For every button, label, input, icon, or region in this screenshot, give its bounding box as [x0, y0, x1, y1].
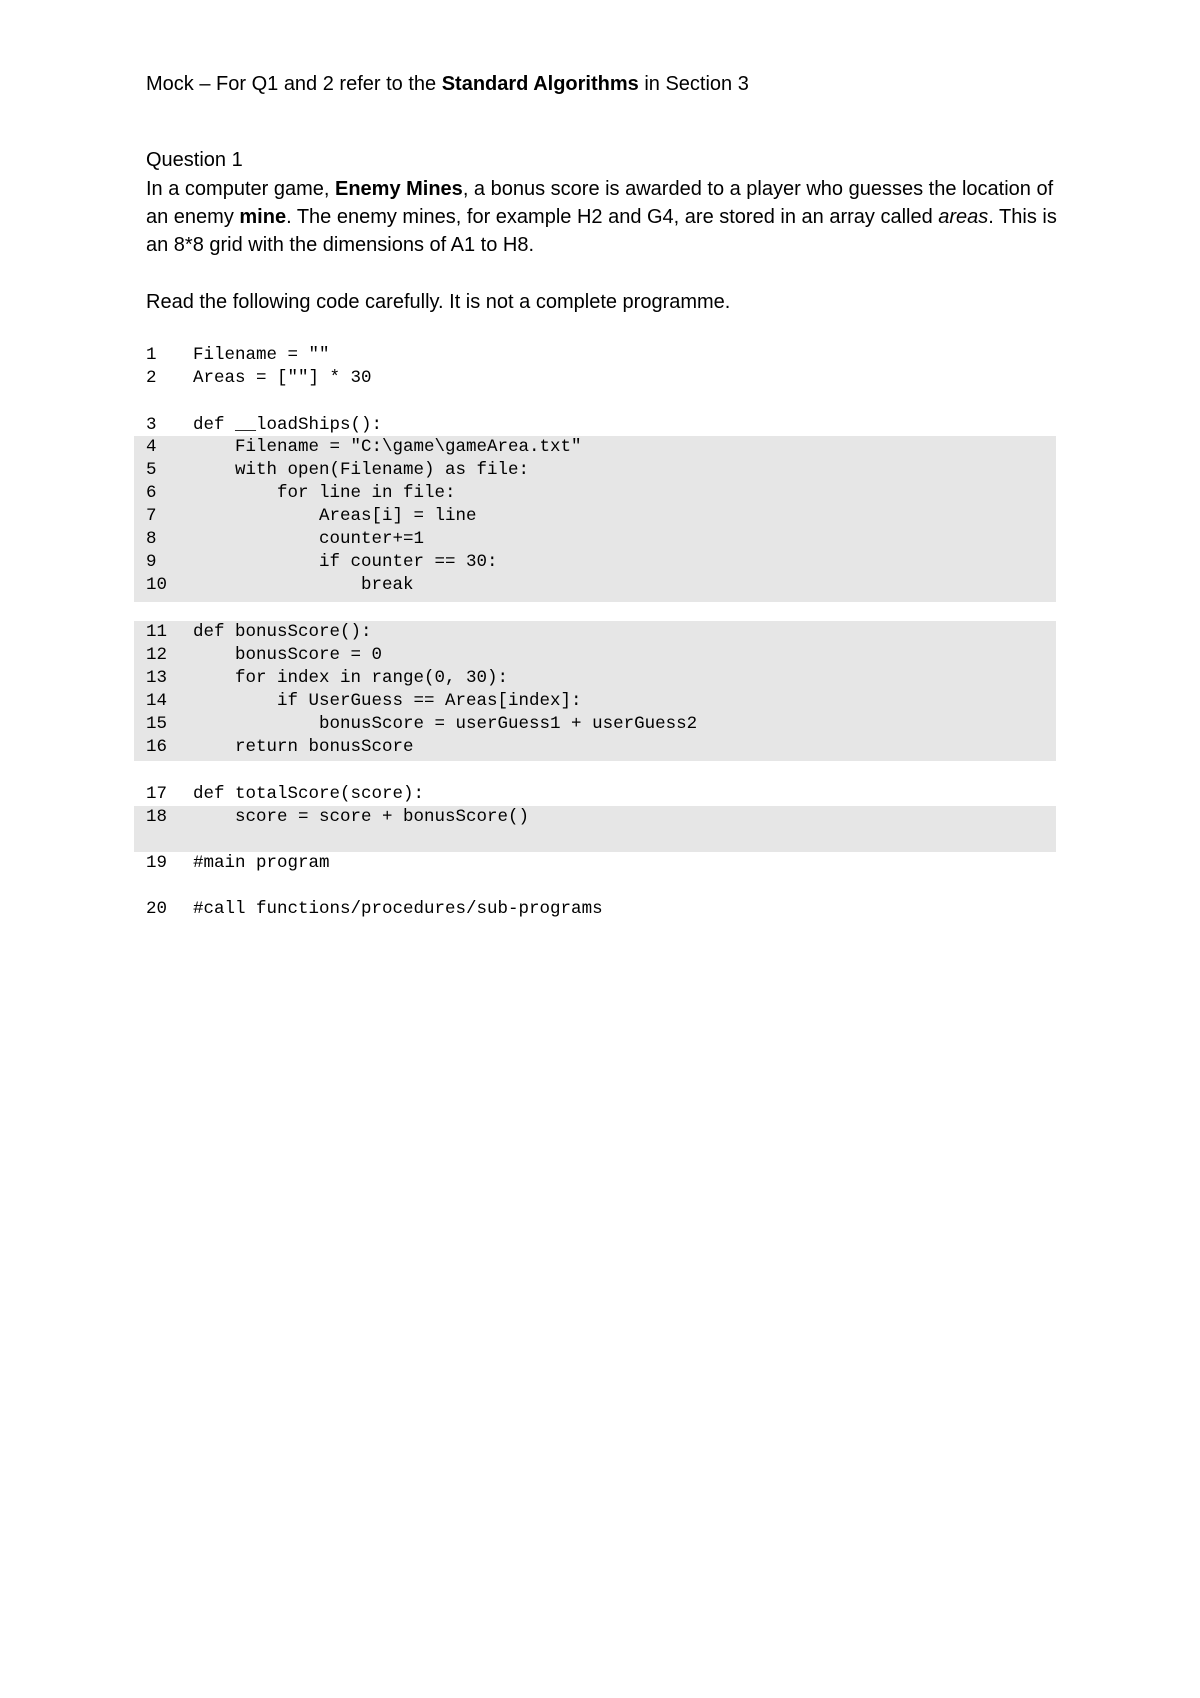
- code-line: [134, 551, 1056, 574]
- instruction-text: Read the following code carefully. It is not a complete programme.: [146, 291, 731, 313]
- heading-bold: Standard Algorithms: [441, 73, 639, 95]
- line-number: 4: [146, 437, 157, 457]
- line-number: 19: [146, 853, 168, 873]
- code-line: [134, 414, 1056, 437]
- code-text: with open(Filename) as file:: [193, 460, 530, 480]
- code-text: if UserGuess == Areas[index]:: [193, 691, 582, 711]
- code-line: [134, 505, 1056, 528]
- line-number: 17: [146, 784, 168, 804]
- line-number: 16: [146, 737, 168, 757]
- code-line: [134, 713, 1056, 736]
- line-number: 8: [146, 529, 157, 549]
- line-number: 1: [146, 345, 157, 365]
- question-body-part1: In a computer game,: [146, 178, 335, 200]
- code-text: #call functions/procedures/sub-programs: [193, 899, 603, 919]
- code-text: Filename = "C:\game\gameArea.txt": [193, 437, 582, 457]
- code-line: [134, 436, 1056, 459]
- code-text: def __loadShips():: [193, 415, 383, 435]
- line-number: 14: [146, 691, 168, 711]
- code-text: if counter == 30:: [193, 552, 498, 572]
- line-number: 2: [146, 368, 157, 388]
- mine-term: mine: [239, 206, 287, 228]
- heading-prefix: Mock – For Q1 and 2 refer to the: [146, 73, 442, 95]
- question-body-part3: . The enemy mines, for example H2 and G4, are stored in an array called: [286, 206, 939, 228]
- code-line: [134, 736, 1056, 759]
- code-line: [134, 621, 1056, 644]
- game-name: Enemy Mines: [334, 178, 463, 200]
- question-title: Question 1: [146, 149, 243, 171]
- code-line: [134, 806, 1056, 829]
- code-line: [134, 459, 1056, 482]
- question-body: [146, 175, 1066, 259]
- question-body-part4: . This is an 8*8 grid with the dimensions of A1 to H8.: [146, 206, 1057, 256]
- heading-suffix: in Section 3: [638, 73, 749, 95]
- code-text: def bonusScore():: [193, 622, 372, 642]
- code-line: [134, 783, 1056, 806]
- code-line: [134, 667, 1056, 690]
- code-text: for line in file:: [193, 483, 456, 503]
- line-number: 7: [146, 506, 157, 526]
- line-number: 3: [146, 415, 157, 435]
- code-line: [134, 344, 1056, 367]
- code-line: [134, 898, 1056, 921]
- line-number: 15: [146, 714, 168, 734]
- line-number: 10: [146, 575, 168, 595]
- line-number: 6: [146, 483, 157, 503]
- code-line: [134, 644, 1056, 667]
- code-text: for index in range(0, 30):: [193, 668, 509, 688]
- code-text: bonusScore = userGuess1 + userGuess2: [193, 714, 698, 734]
- code-text: score = score + bonusScore(): [193, 807, 530, 827]
- code-line: [134, 574, 1056, 597]
- code-text: counter+=1: [193, 529, 425, 549]
- code-line: [134, 528, 1056, 551]
- code-text: def totalScore(score):: [193, 784, 425, 804]
- code-line: [134, 482, 1056, 505]
- areas-term: areas: [938, 206, 989, 228]
- line-number: 5: [146, 460, 157, 480]
- code-text: bonusScore = 0: [193, 645, 383, 665]
- line-number: 13: [146, 668, 168, 688]
- code-line: [134, 852, 1056, 875]
- line-number: 18: [146, 807, 168, 827]
- line-number: 11: [146, 622, 168, 642]
- code-text: Areas = [""] * 30: [193, 368, 372, 388]
- code-text: Areas[i] = line: [193, 506, 477, 526]
- code-line: [134, 690, 1056, 713]
- code-line: [134, 367, 1056, 390]
- page-heading: [146, 70, 1066, 98]
- line-number: 12: [146, 645, 168, 665]
- code-text: #main program: [193, 853, 330, 873]
- code-text: return bonusScore: [193, 737, 414, 757]
- line-number: 9: [146, 552, 157, 572]
- code-text: Filename = "": [193, 345, 330, 365]
- line-number: 20: [146, 899, 168, 919]
- question-body-part2: , a bonus score is awarded to a player who guesses the location of an enemy: [146, 178, 1054, 228]
- code-text: break: [193, 575, 414, 595]
